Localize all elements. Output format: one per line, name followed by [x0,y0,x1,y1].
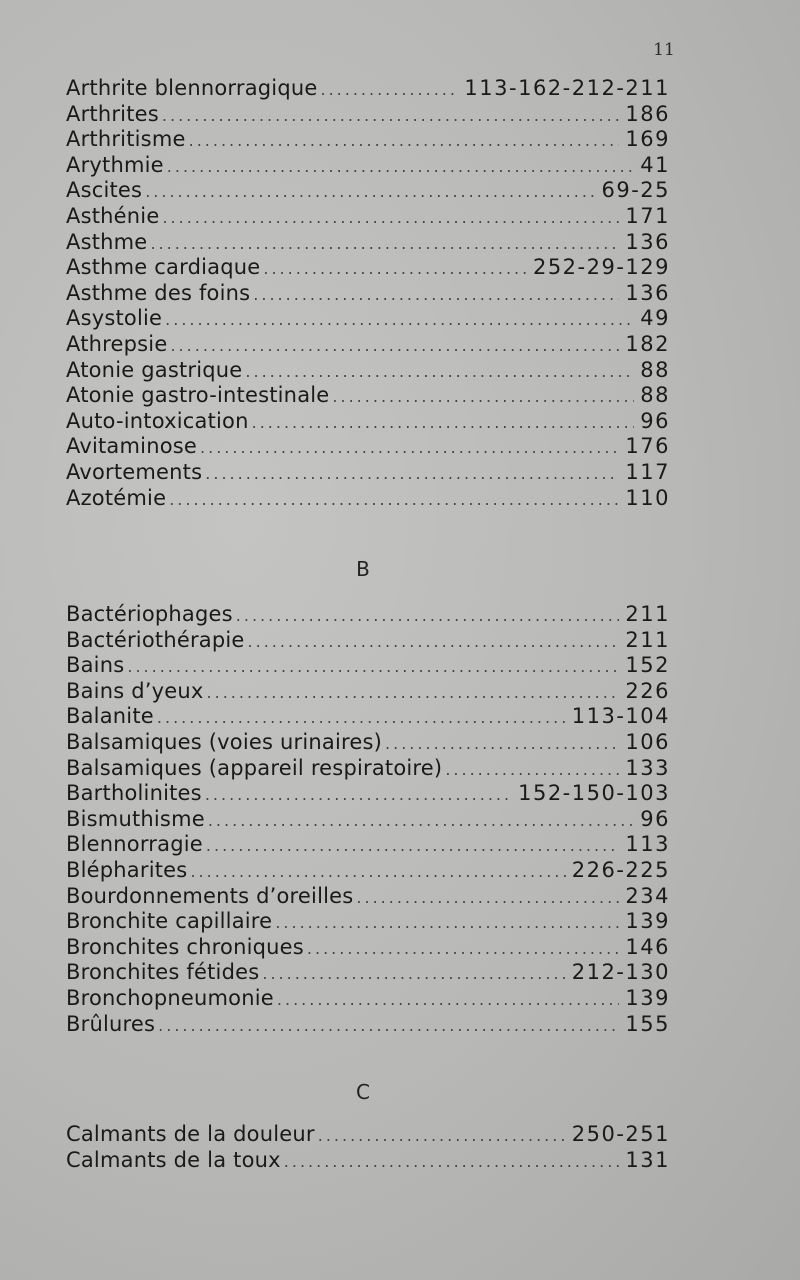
index-entry [66,986,670,1012]
index-entry [66,204,670,230]
index-entry [66,76,670,102]
index-entry [66,281,670,307]
dot-leader [158,1013,619,1039]
index-term: Bains [66,653,125,678]
index-entry [66,409,670,435]
index-section-c [66,1122,670,1173]
dot-leader [157,705,566,731]
index-page-refs: 211 [625,602,670,626]
index-page-refs: 234 [625,883,670,908]
index-page-refs: 146 [625,934,670,959]
dot-leader [127,654,619,680]
page-number: 11 [653,40,675,60]
index-entry [66,832,670,858]
dot-leader [385,731,619,757]
dot-leader [253,282,619,308]
index-term: Bains d’yeux [66,678,204,703]
index-page-refs: 88 [640,357,670,382]
dot-leader [205,782,512,808]
index-page-refs: 133 [625,755,670,780]
index-term: Bismuthisme [66,806,205,831]
index-entry [66,460,670,486]
index-term: Auto-intoxication [66,408,249,433]
index-page-refs: 152-150-103 [518,781,670,806]
index-page-refs: 155 [625,1011,670,1036]
index-page-refs: 136 [625,280,670,305]
dot-leader [162,103,620,129]
index-term: Bourdonnements d’oreilles [66,883,354,908]
dot-leader [332,384,634,410]
index-page-refs: 113 [625,832,670,857]
index-page-refs: 136 [625,229,670,254]
index-entry [66,358,670,384]
dot-leader [277,987,620,1013]
index-term: Balsamiques (voies urinaires) [66,729,383,754]
index-entry [66,704,670,730]
index-page-refs: 226 [625,678,670,703]
dot-leader [284,1149,620,1175]
index-entry [66,153,670,179]
index-page-refs: 212-130 [571,960,670,985]
index-entry [66,909,670,935]
index-term: Balanite [66,704,154,729]
index-page-refs: 176 [625,434,670,459]
index-entry [66,781,670,807]
dot-leader [189,128,620,154]
dot-leader [307,936,619,962]
index-page-refs: 41 [640,152,670,177]
index-entry [66,884,670,910]
dot-leader [150,231,619,257]
index-page-refs: 113-104 [571,704,670,729]
dot-leader [206,833,620,859]
index-entry [66,602,670,628]
index-entry [66,383,670,409]
index-term: Avitaminose [66,434,198,459]
dot-leader [252,410,635,436]
index-entry [66,127,670,153]
index-entry [66,807,670,833]
dot-leader [205,461,619,487]
index-entry [66,486,670,512]
index-term: Ascites [66,178,143,203]
index-entry [66,935,670,961]
index-entry [66,102,670,128]
dot-leader [318,1123,566,1149]
index-term: Blépharites [66,857,188,882]
index-term: Brûlures [66,1011,156,1036]
index-term: Arthrite blennorragique [66,76,318,100]
index-term: Bronchites fétides [66,960,260,985]
index-entry [66,858,670,884]
dot-leader [263,256,527,282]
index-term: Asthme [66,229,148,254]
index-term: Asthénie [66,203,160,228]
index-page-refs: 139 [625,985,670,1010]
dot-leader [167,154,634,180]
dot-leader [190,859,565,885]
index-term: Bronchite capillaire [66,909,273,934]
index-entry [66,1148,670,1174]
dot-leader [200,435,619,461]
index-page-refs: 252-29-129 [532,255,670,280]
index-term: Asthme cardiaque [66,255,261,280]
index-entry [66,306,670,332]
index-entry [66,1122,670,1148]
index-term: Calmants de la toux [66,1147,281,1172]
index-page-refs: 113-162-212-211 [464,76,670,100]
dot-leader [208,808,634,834]
index-entry [66,960,670,986]
dot-leader [320,77,458,103]
index-term: Bronchites chroniques [66,934,304,959]
dot-leader [248,629,620,655]
index-term: Bactériophages [66,602,233,626]
dot-leader [236,603,620,629]
section-letter-c: C [356,1080,370,1104]
index-entry [66,756,670,782]
index-entry [66,255,670,281]
index-page-refs: 131 [625,1147,670,1172]
index-term: Atonie gastro-intestinale [66,383,330,408]
index-entry [66,628,670,654]
index-page-refs: 96 [640,408,670,433]
index-page-refs: 110 [625,485,670,510]
index-term: Asystolie [66,306,163,331]
index-term: Bartholinites [66,781,202,806]
index-entry [66,653,670,679]
index-page-refs: 211 [625,627,670,652]
dot-leader [162,205,619,231]
index-term: Bronchopneumonie [66,985,274,1010]
index-page-refs: 117 [625,459,670,484]
index-page-refs: 106 [625,729,670,754]
index-term: Bactériothérapie [66,627,245,652]
index-page-refs: 182 [625,331,670,356]
index-entry [66,730,670,756]
index-page-refs: 186 [625,101,670,126]
dot-leader [165,307,634,333]
index-term: Athrepsie [66,331,168,356]
dot-leader [145,179,595,205]
index-entry [66,178,670,204]
index-entry [66,332,670,358]
index-term: Calmants de la douleur [66,1122,315,1146]
index-entry [66,1012,670,1038]
dot-leader [207,680,620,706]
index-page-refs: 250-251 [571,1122,670,1146]
index-term: Blennorragie [66,832,203,857]
index-term: Arthrites [66,101,159,126]
section-letter-b: B [356,557,370,581]
dot-leader [169,487,619,513]
dot-leader [356,885,619,911]
index-term: Azotémie [66,485,167,510]
index-page-refs: 169 [625,127,670,152]
index-page-refs: 139 [625,909,670,934]
index-term: Balsamiques (appareil respiratoire) [66,755,443,780]
index-term: Avortements [66,459,203,484]
index-entry [66,230,670,256]
dot-leader [445,757,619,783]
index-page-refs: 171 [625,203,670,228]
index-page-refs: 226-225 [571,857,670,882]
dot-leader [245,359,634,385]
index-term: Arthritisme [66,127,186,152]
dot-leader [275,910,619,936]
index-term: Asthme des foins [66,280,251,305]
index-page-refs: 69-25 [601,178,670,203]
index-page-refs: 96 [640,806,670,831]
index-page-refs: 49 [640,306,670,331]
dot-leader [262,961,565,987]
index-term: Atonie gastrique [66,357,243,382]
index-entry [66,434,670,460]
index-term: Arythmie [66,152,164,177]
index-section-b [66,602,670,1037]
index-page-refs: 88 [640,383,670,408]
index-page-refs: 152 [625,653,670,678]
index-entry [66,679,670,705]
index-section-a [66,76,670,511]
dot-leader [170,333,619,359]
